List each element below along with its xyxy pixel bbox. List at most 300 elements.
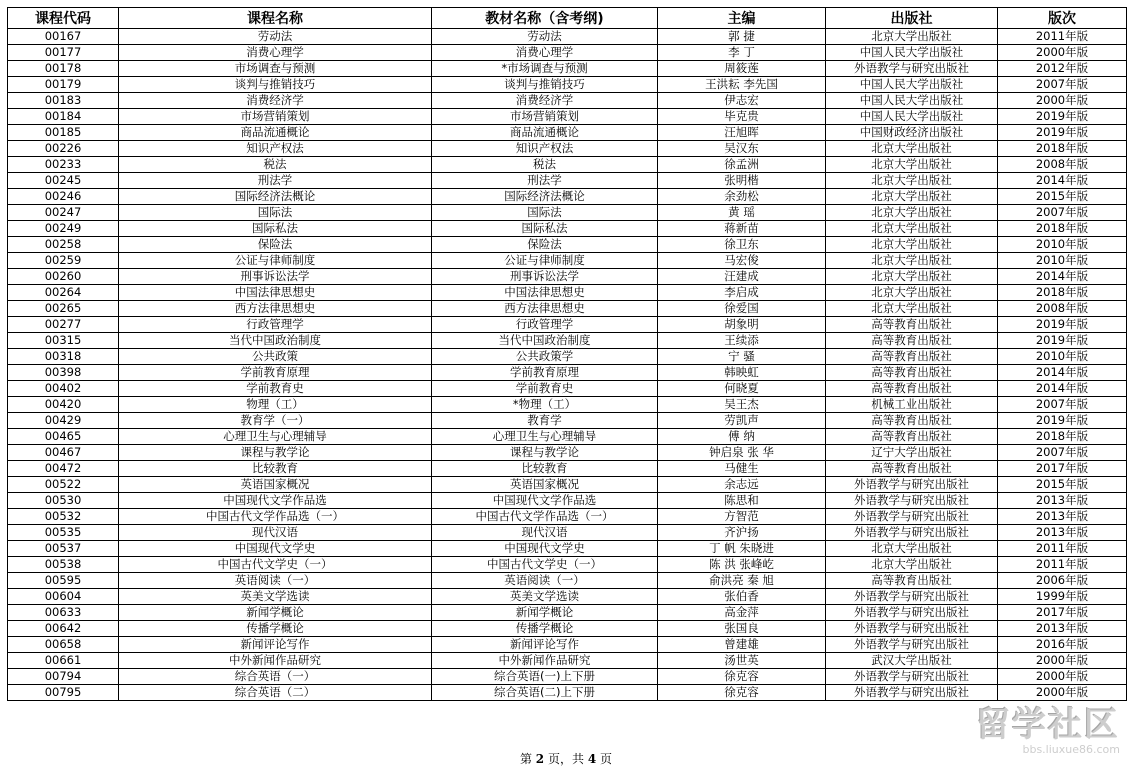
cell-course-name: 学前教育史 [119,381,432,397]
cell-course-code: 00595 [8,573,119,589]
cell-editor: 陈 洪 张峰屹 [658,557,826,573]
cell-course-code: 00465 [8,429,119,445]
cell-edition: 2015年版 [998,189,1127,205]
cell-editor: 伊志宏 [658,93,826,109]
cell-course-name: 传播学概论 [119,621,432,637]
table-row [8,253,1127,269]
cell-edition: 2008年版 [998,157,1127,173]
cell-textbook-name: 国际经济法概论 [432,189,658,205]
cell-editor: 方智范 [658,509,826,525]
cell-textbook-name: 知识产权法 [432,141,658,157]
table-row [8,589,1127,605]
cell-course-name: 当代中国政治制度 [119,333,432,349]
cell-editor: 陈思和 [658,493,826,509]
cell-course-code: 00467 [8,445,119,461]
cell-course-code: 00226 [8,141,119,157]
cell-course-code: 00259 [8,253,119,269]
cell-edition: 2014年版 [998,269,1127,285]
cell-publisher: 北京大学出版社 [826,189,998,205]
cell-course-code: 00633 [8,605,119,621]
cell-publisher: 高等教育出版社 [826,429,998,445]
header-editor: 主编 [658,8,826,29]
cell-editor: 张伯香 [658,589,826,605]
cell-editor: 王续添 [658,333,826,349]
cell-publisher: 北京大学出版社 [826,237,998,253]
cell-publisher: 北京大学出版社 [826,301,998,317]
table-row [8,573,1127,589]
cell-edition: 2018年版 [998,285,1127,301]
cell-publisher: 北京大学出版社 [826,541,998,557]
cell-edition: 2000年版 [998,653,1127,669]
footer-suffix: 页 [600,752,613,766]
cell-edition: 2019年版 [998,125,1127,141]
cell-course-code: 00249 [8,221,119,237]
cell-course-name: 新闻学概论 [119,605,432,621]
cell-course-code: 00233 [8,157,119,173]
cell-editor: 王洪耘 李先国 [658,77,826,93]
cell-course-name: 现代汉语 [119,525,432,541]
cell-edition: 2016年版 [998,637,1127,653]
cell-textbook-name: 消费心理学 [432,45,658,61]
cell-editor: 吴王杰 [658,397,826,413]
cell-publisher: 外语教学与研究出版社 [826,509,998,525]
cell-textbook-name: *物理（工） [432,397,658,413]
cell-textbook-name: 中国现代文学作品选 [432,493,658,509]
cell-course-code: 00420 [8,397,119,413]
cell-textbook-name: 学前教育史 [432,381,658,397]
cell-publisher: 北京大学出版社 [826,173,998,189]
cell-textbook-name: 学前教育原理 [432,365,658,381]
cell-textbook-name: 新闻学概论 [432,605,658,621]
cell-textbook-name: 西方法律思想史 [432,301,658,317]
cell-textbook-name: 当代中国政治制度 [432,333,658,349]
table-header-row [8,8,1127,29]
table-row [8,637,1127,653]
cell-course-code: 00795 [8,685,119,701]
cell-publisher: 外语教学与研究出版社 [826,589,998,605]
cell-editor: 周筱莲 [658,61,826,77]
footer-prefix: 第 [519,752,532,766]
table-row [8,29,1127,45]
cell-edition: 2014年版 [998,173,1127,189]
cell-editor: 徐克容 [658,685,826,701]
cell-edition: 2000年版 [998,45,1127,61]
footer-page-number: 2 [535,752,545,766]
table-row [8,669,1127,685]
cell-textbook-name: 现代汉语 [432,525,658,541]
table-row [8,685,1127,701]
table-row [8,157,1127,173]
cell-editor: 余志远 [658,477,826,493]
cell-publisher: 外语教学与研究出版社 [826,605,998,621]
cell-course-name: 刑法学 [119,173,432,189]
cell-publisher: 武汉大学出版社 [826,653,998,669]
cell-edition: 2008年版 [998,301,1127,317]
cell-editor: 汪建成 [658,269,826,285]
cell-publisher: 高等教育出版社 [826,317,998,333]
cell-publisher: 北京大学出版社 [826,285,998,301]
cell-edition: 2013年版 [998,525,1127,541]
cell-course-code: 00658 [8,637,119,653]
cell-course-code: 00532 [8,509,119,525]
cell-edition: 2014年版 [998,365,1127,381]
cell-textbook-name: 市场营销策划 [432,109,658,125]
cell-course-name: 消费经济学 [119,93,432,109]
cell-course-name: 英语阅读（一） [119,573,432,589]
cell-textbook-name: 课程与教学论 [432,445,658,461]
cell-edition: 2019年版 [998,317,1127,333]
table-row [8,93,1127,109]
cell-edition: 2010年版 [998,253,1127,269]
table-row [8,317,1127,333]
cell-course-code: 00183 [8,93,119,109]
table-row [8,605,1127,621]
cell-course-name: 中国现代文学作品选 [119,493,432,509]
footer-middle: 页，共 [547,752,584,766]
table-row [8,381,1127,397]
cell-course-code: 00246 [8,189,119,205]
cell-course-code: 00429 [8,413,119,429]
table-row [8,349,1127,365]
cell-course-name: 税法 [119,157,432,173]
cell-course-name: 课程与教学论 [119,445,432,461]
cell-course-code: 00794 [8,669,119,685]
cell-course-code: 00472 [8,461,119,477]
cell-course-code: 00315 [8,333,119,349]
cell-edition: 2019年版 [998,333,1127,349]
cell-course-code: 00661 [8,653,119,669]
cell-course-code: 00537 [8,541,119,557]
cell-publisher: 外语教学与研究出版社 [826,477,998,493]
table-row [8,141,1127,157]
table-row [8,429,1127,445]
cell-editor: 毕克贵 [658,109,826,125]
cell-course-name: 中国古代文学作品选（一） [119,509,432,525]
cell-course-name: 教育学（一） [119,413,432,429]
cell-course-name: 消费心理学 [119,45,432,61]
cell-publisher: 外语教学与研究出版社 [826,493,998,509]
footer-total-pages: 4 [587,752,597,766]
cell-textbook-name: 公证与律师制度 [432,253,658,269]
table-row [8,525,1127,541]
cell-edition: 2017年版 [998,605,1127,621]
table-row [8,109,1127,125]
cell-edition: 2007年版 [998,77,1127,93]
cell-editor: 高金萍 [658,605,826,621]
cell-editor: 劳凯声 [658,413,826,429]
cell-publisher: 北京大学出版社 [826,29,998,45]
header-course-code: 课程代码 [8,8,119,29]
cell-course-name: 刑事诉讼法学 [119,269,432,285]
cell-course-name: 中国法律思想史 [119,285,432,301]
cell-edition: 2013年版 [998,621,1127,637]
cell-course-name: 中国现代文学史 [119,541,432,557]
cell-publisher: 北京大学出版社 [826,269,998,285]
table-row [8,61,1127,77]
cell-publisher: 外语教学与研究出版社 [826,685,998,701]
cell-editor: 余劲松 [658,189,826,205]
cell-textbook-name: 新闻评论写作 [432,637,658,653]
cell-textbook-name: 英美文学选读 [432,589,658,605]
table-row [8,413,1127,429]
cell-course-name: 公共政策 [119,349,432,365]
cell-course-name: 劳动法 [119,29,432,45]
cell-publisher: 外语教学与研究出版社 [826,525,998,541]
table-row [8,541,1127,557]
cell-publisher: 高等教育出版社 [826,413,998,429]
table-row [8,221,1127,237]
cell-editor: 丁 帆 朱晓进 [658,541,826,557]
cell-course-code: 00184 [8,109,119,125]
cell-textbook-name: 国际法 [432,205,658,221]
cell-publisher: 高等教育出版社 [826,573,998,589]
watermark-url: bbs.liuxue86.com [1022,743,1120,756]
table-body [8,29,1127,701]
cell-editor: 郭 捷 [658,29,826,45]
cell-edition: 2012年版 [998,61,1127,77]
cell-publisher: 北京大学出版社 [826,205,998,221]
table-row [8,477,1127,493]
cell-editor: 马健生 [658,461,826,477]
cell-publisher: 北京大学出版社 [826,221,998,237]
table-row [8,653,1127,669]
cell-editor: 何晓夏 [658,381,826,397]
cell-textbook-name: 心理卫生与心理辅导 [432,429,658,445]
cell-course-code: 00402 [8,381,119,397]
cell-editor: 钟启泉 张 华 [658,445,826,461]
cell-course-name: 市场调查与预测 [119,61,432,77]
cell-edition: 2000年版 [998,93,1127,109]
cell-edition: 2011年版 [998,557,1127,573]
cell-course-name: 国际经济法概论 [119,189,432,205]
cell-course-code: 00642 [8,621,119,637]
cell-editor: 曾建雄 [658,637,826,653]
cell-course-name: 学前教育原理 [119,365,432,381]
table-row [8,125,1127,141]
cell-textbook-name: 中外新闻作品研究 [432,653,658,669]
cell-course-name: 综合英语（一） [119,669,432,685]
cell-course-code: 00264 [8,285,119,301]
cell-editor: 张明楷 [658,173,826,189]
cell-editor: 俞洪亮 秦 旭 [658,573,826,589]
cell-publisher: 北京大学出版社 [826,557,998,573]
table-row [8,493,1127,509]
cell-textbook-name: 保险法 [432,237,658,253]
cell-publisher: 外语教学与研究出版社 [826,621,998,637]
cell-course-code: 00538 [8,557,119,573]
cell-textbook-name: 教育学 [432,413,658,429]
cell-edition: 2010年版 [998,237,1127,253]
textbook-table-container [7,7,1126,701]
cell-edition: 2018年版 [998,141,1127,157]
cell-textbook-name: 刑事诉讼法学 [432,269,658,285]
cell-textbook-name: 中国古代文学作品选（一） [432,509,658,525]
cell-edition: 2011年版 [998,541,1127,557]
table-row [8,301,1127,317]
cell-course-code: 00178 [8,61,119,77]
cell-editor: 傅 纳 [658,429,826,445]
cell-course-code: 00265 [8,301,119,317]
cell-edition: 1999年版 [998,589,1127,605]
cell-edition: 2014年版 [998,381,1127,397]
cell-textbook-name: 英语阅读（一） [432,573,658,589]
cell-course-name: 国际私法 [119,221,432,237]
cell-textbook-name: 公共政策学 [432,349,658,365]
table-row [8,365,1127,381]
cell-publisher: 中国财政经济出版社 [826,125,998,141]
cell-editor: 徐孟洲 [658,157,826,173]
cell-publisher: 中国人民大学出版社 [826,45,998,61]
table-row [8,621,1127,637]
cell-edition: 2017年版 [998,461,1127,477]
table-row [8,45,1127,61]
cell-course-name: 谈判与推销技巧 [119,77,432,93]
cell-publisher: 高等教育出版社 [826,333,998,349]
cell-textbook-name: 中国现代文学史 [432,541,658,557]
cell-course-code: 00604 [8,589,119,605]
cell-publisher: 机械工业出版社 [826,397,998,413]
cell-textbook-name: 行政管理学 [432,317,658,333]
cell-course-code: 00258 [8,237,119,253]
cell-publisher: 北京大学出版社 [826,253,998,269]
cell-edition: 2015年版 [998,477,1127,493]
cell-course-name: 英美文学选读 [119,589,432,605]
table-row [8,189,1127,205]
cell-course-code: 00177 [8,45,119,61]
cell-editor: 徐克容 [658,669,826,685]
watermark-logo: 留学社区 [976,705,1120,745]
cell-textbook-name: 税法 [432,157,658,173]
table-row [8,237,1127,253]
table-row [8,461,1127,477]
table-row [8,173,1127,189]
cell-publisher: 中国人民大学出版社 [826,93,998,109]
cell-publisher: 北京大学出版社 [826,157,998,173]
cell-course-name: 心理卫生与心理辅导 [119,429,432,445]
cell-editor: 韩映虹 [658,365,826,381]
cell-editor: 宁 骚 [658,349,826,365]
header-edition: 版次 [998,8,1127,29]
cell-textbook-name: *市场调查与预测 [432,61,658,77]
cell-editor: 汤世英 [658,653,826,669]
cell-edition: 2013年版 [998,493,1127,509]
cell-publisher: 高等教育出版社 [826,365,998,381]
cell-course-name: 市场营销策划 [119,109,432,125]
cell-course-code: 00530 [8,493,119,509]
cell-publisher: 辽宁大学出版社 [826,445,998,461]
cell-course-code: 00522 [8,477,119,493]
cell-publisher: 高等教育出版社 [826,461,998,477]
cell-course-code: 00179 [8,77,119,93]
cell-publisher: 中国人民大学出版社 [826,109,998,125]
table-row [8,509,1127,525]
cell-course-name: 英语国家概况 [119,477,432,493]
cell-edition: 2013年版 [998,509,1127,525]
cell-textbook-name: 中国古代文学史（一） [432,557,658,573]
table-row [8,285,1127,301]
cell-textbook-name: 综合英语(一)上下册 [432,669,658,685]
cell-course-code: 00398 [8,365,119,381]
cell-editor: 胡象明 [658,317,826,333]
cell-course-name: 新闻评论写作 [119,637,432,653]
cell-course-code: 00260 [8,269,119,285]
cell-course-name: 物理（工） [119,397,432,413]
cell-publisher: 高等教育出版社 [826,381,998,397]
cell-textbook-name: 综合英语(二)上下册 [432,685,658,701]
cell-editor: 徐爱国 [658,301,826,317]
cell-textbook-name: 比较教育 [432,461,658,477]
cell-textbook-name: 消费经济学 [432,93,658,109]
cell-textbook-name: 国际私法 [432,221,658,237]
cell-publisher: 高等教育出版社 [826,349,998,365]
cell-publisher: 中国人民大学出版社 [826,77,998,93]
cell-edition: 2010年版 [998,349,1127,365]
cell-editor: 蒋新苗 [658,221,826,237]
cell-publisher: 外语教学与研究出版社 [826,637,998,653]
cell-textbook-name: 刑法学 [432,173,658,189]
watermark [976,707,1120,756]
cell-course-name: 中国古代文学史（一） [119,557,432,573]
header-course-name: 课程名称 [119,8,432,29]
cell-course-code: 00247 [8,205,119,221]
cell-textbook-name: 英语国家概况 [432,477,658,493]
cell-edition: 2000年版 [998,669,1127,685]
cell-edition: 2019年版 [998,413,1127,429]
cell-editor: 吴汉东 [658,141,826,157]
cell-publisher: 外语教学与研究出版社 [826,61,998,77]
table-row [8,205,1127,221]
cell-edition: 2007年版 [998,205,1127,221]
cell-course-name: 行政管理学 [119,317,432,333]
cell-textbook-name: 劳动法 [432,29,658,45]
cell-editor: 黄 瑶 [658,205,826,221]
cell-editor: 李启成 [658,285,826,301]
cell-edition: 2019年版 [998,109,1127,125]
cell-textbook-name: 谈判与推销技巧 [432,77,658,93]
table-row [8,77,1127,93]
cell-course-name: 公证与律师制度 [119,253,432,269]
table-row [8,333,1127,349]
cell-textbook-name: 传播学概论 [432,621,658,637]
cell-course-code: 00277 [8,317,119,333]
cell-edition: 2007年版 [998,397,1127,413]
cell-course-name: 西方法律思想史 [119,301,432,317]
cell-course-code: 00245 [8,173,119,189]
cell-editor: 汪旭晖 [658,125,826,141]
cell-course-name: 知识产权法 [119,141,432,157]
page-footer [0,750,1132,767]
cell-edition: 2018年版 [998,221,1127,237]
cell-course-name: 中外新闻作品研究 [119,653,432,669]
header-textbook-name: 教材名称（含考纲) [432,8,658,29]
cell-edition: 2007年版 [998,445,1127,461]
cell-course-name: 国际法 [119,205,432,221]
cell-course-code: 00318 [8,349,119,365]
cell-edition: 2018年版 [998,429,1127,445]
cell-edition: 2011年版 [998,29,1127,45]
cell-editor: 徐卫东 [658,237,826,253]
header-publisher: 出版社 [826,8,998,29]
cell-editor: 李 丁 [658,45,826,61]
cell-course-code: 00535 [8,525,119,541]
table-row [8,397,1127,413]
cell-textbook-name: 中国法律思想史 [432,285,658,301]
table-row [8,445,1127,461]
cell-textbook-name: 商品流通概论 [432,125,658,141]
cell-course-code: 00167 [8,29,119,45]
cell-publisher: 外语教学与研究出版社 [826,669,998,685]
cell-edition: 2000年版 [998,685,1127,701]
